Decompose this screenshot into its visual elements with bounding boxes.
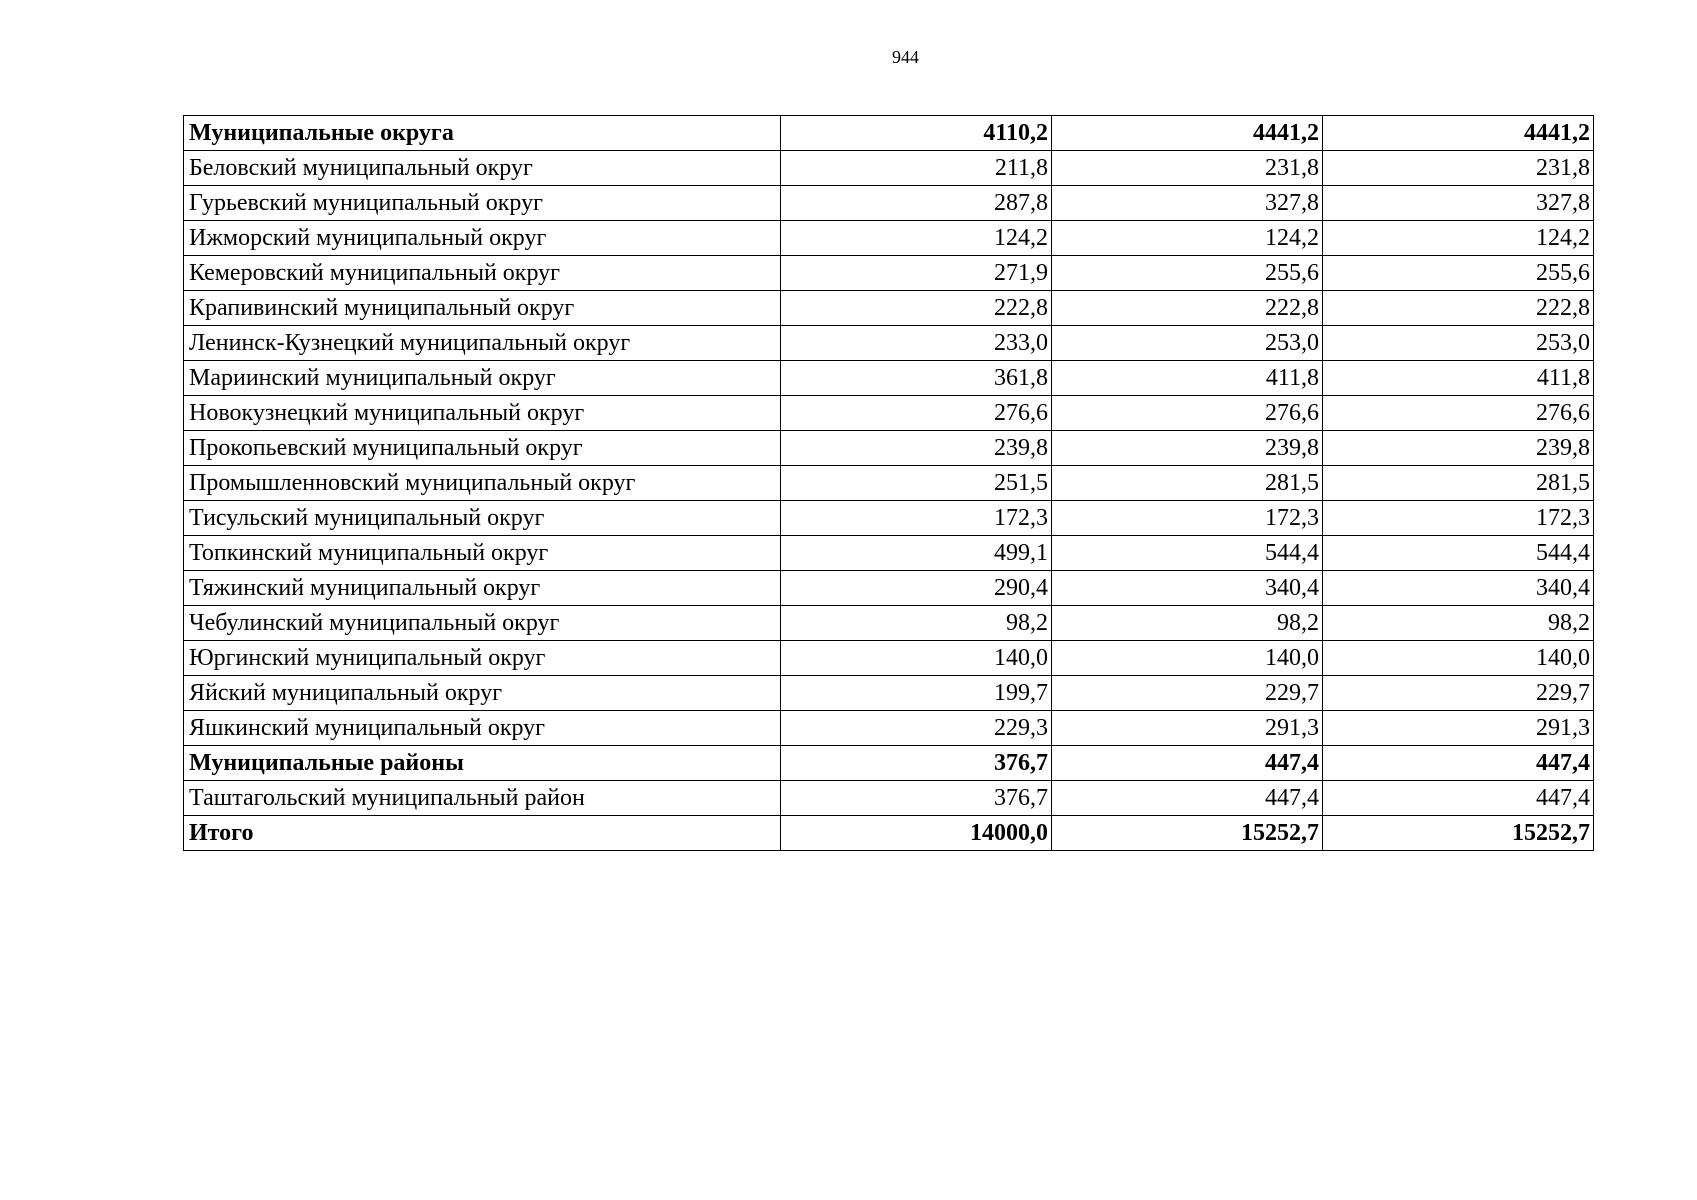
municipality-name: Гурьевский муниципальный округ xyxy=(184,186,781,221)
table-row xyxy=(184,606,1594,641)
value-column-3: 140,0 xyxy=(1323,641,1594,676)
value-column-1: 98,2 xyxy=(781,606,1052,641)
value-column-3: 239,8 xyxy=(1323,431,1594,466)
value-column-3: 281,5 xyxy=(1323,466,1594,501)
municipality-name: Муниципальные районы xyxy=(184,746,781,781)
municipality-name: Тисульский муниципальный округ xyxy=(184,501,781,536)
table-row xyxy=(184,256,1594,291)
table-row xyxy=(184,746,1594,781)
value-column-1: 290,4 xyxy=(781,571,1052,606)
municipality-name: Яйский муниципальный округ xyxy=(184,676,781,711)
value-column-3: 124,2 xyxy=(1323,221,1594,256)
value-column-3: 411,8 xyxy=(1323,361,1594,396)
table-row xyxy=(184,396,1594,431)
value-column-1: 276,6 xyxy=(781,396,1052,431)
value-column-2: 327,8 xyxy=(1052,186,1323,221)
table-row xyxy=(184,116,1594,151)
municipality-name: Прокопьевский муниципальный округ xyxy=(184,431,781,466)
value-column-2: 239,8 xyxy=(1052,431,1323,466)
municipality-name: Мариинский муниципальный округ xyxy=(184,361,781,396)
value-column-1: 124,2 xyxy=(781,221,1052,256)
value-column-3: 172,3 xyxy=(1323,501,1594,536)
table-row xyxy=(184,431,1594,466)
value-column-2: 172,3 xyxy=(1052,501,1323,536)
value-column-2: 447,4 xyxy=(1052,781,1323,816)
table-row xyxy=(184,781,1594,816)
value-column-2: 229,7 xyxy=(1052,676,1323,711)
municipality-name: Крапивинский муниципальный округ xyxy=(184,291,781,326)
value-column-3: 253,0 xyxy=(1323,326,1594,361)
value-column-2: 231,8 xyxy=(1052,151,1323,186)
value-column-3: 447,4 xyxy=(1323,746,1594,781)
value-column-2: 140,0 xyxy=(1052,641,1323,676)
table-row xyxy=(184,816,1594,851)
value-column-2: 222,8 xyxy=(1052,291,1323,326)
value-column-2: 253,0 xyxy=(1052,326,1323,361)
table-row xyxy=(184,571,1594,606)
municipality-name: Ленинск-Кузнецкий муниципальный округ xyxy=(184,326,781,361)
value-column-1: 239,8 xyxy=(781,431,1052,466)
municipality-name: Таштагольский муниципальный район xyxy=(184,781,781,816)
table-row xyxy=(184,711,1594,746)
municipality-name: Топкинский муниципальный округ xyxy=(184,536,781,571)
value-column-2: 340,4 xyxy=(1052,571,1323,606)
value-column-2: 15252,7 xyxy=(1052,816,1323,851)
value-column-2: 4441,2 xyxy=(1052,116,1323,151)
value-column-1: 199,7 xyxy=(781,676,1052,711)
table-row xyxy=(184,151,1594,186)
page-number: 944 xyxy=(892,47,919,67)
municipality-name: Кемеровский муниципальный округ xyxy=(184,256,781,291)
value-column-3: 276,6 xyxy=(1323,396,1594,431)
table-row xyxy=(184,291,1594,326)
municipality-name: Итого xyxy=(184,816,781,851)
value-column-2: 276,6 xyxy=(1052,396,1323,431)
value-column-1: 376,7 xyxy=(781,781,1052,816)
value-column-3: 544,4 xyxy=(1323,536,1594,571)
value-column-1: 4110,2 xyxy=(781,116,1052,151)
value-column-1: 233,0 xyxy=(781,326,1052,361)
value-column-1: 499,1 xyxy=(781,536,1052,571)
value-column-3: 340,4 xyxy=(1323,571,1594,606)
table-row xyxy=(184,641,1594,676)
municipality-name: Новокузнецкий муниципальный округ xyxy=(184,396,781,431)
municipality-name: Чебулинский муниципальный округ xyxy=(184,606,781,641)
table-row xyxy=(184,326,1594,361)
value-column-1: 140,0 xyxy=(781,641,1052,676)
value-column-3: 291,3 xyxy=(1323,711,1594,746)
value-column-1: 287,8 xyxy=(781,186,1052,221)
value-column-3: 327,8 xyxy=(1323,186,1594,221)
municipality-name: Промышленновский муниципальный округ xyxy=(184,466,781,501)
value-column-2: 255,6 xyxy=(1052,256,1323,291)
value-column-1: 361,8 xyxy=(781,361,1052,396)
value-column-1: 211,8 xyxy=(781,151,1052,186)
value-column-3: 98,2 xyxy=(1323,606,1594,641)
table-row xyxy=(184,361,1594,396)
municipality-name: Тяжинский муниципальный округ xyxy=(184,571,781,606)
table-row xyxy=(184,536,1594,571)
municipality-name: Муниципальные округа xyxy=(184,116,781,151)
value-column-2: 291,3 xyxy=(1052,711,1323,746)
value-column-3: 4441,2 xyxy=(1323,116,1594,151)
municipality-name: Беловский муниципальный округ xyxy=(184,151,781,186)
table-body xyxy=(184,116,1594,851)
value-column-1: 172,3 xyxy=(781,501,1052,536)
value-column-3: 231,8 xyxy=(1323,151,1594,186)
municipality-name: Юргинский муниципальный округ xyxy=(184,641,781,676)
table-row xyxy=(184,676,1594,711)
value-column-2: 447,4 xyxy=(1052,746,1323,781)
value-column-3: 229,7 xyxy=(1323,676,1594,711)
value-column-3: 447,4 xyxy=(1323,781,1594,816)
value-column-1: 376,7 xyxy=(781,746,1052,781)
value-column-1: 229,3 xyxy=(781,711,1052,746)
value-column-2: 281,5 xyxy=(1052,466,1323,501)
table-row xyxy=(184,466,1594,501)
value-column-3: 15252,7 xyxy=(1323,816,1594,851)
value-column-2: 98,2 xyxy=(1052,606,1323,641)
table-row xyxy=(184,501,1594,536)
value-column-3: 255,6 xyxy=(1323,256,1594,291)
value-column-3: 222,8 xyxy=(1323,291,1594,326)
municipality-name: Ижморский муниципальный округ xyxy=(184,221,781,256)
value-column-1: 251,5 xyxy=(781,466,1052,501)
value-column-2: 124,2 xyxy=(1052,221,1323,256)
value-column-1: 14000,0 xyxy=(781,816,1052,851)
value-column-2: 544,4 xyxy=(1052,536,1323,571)
value-column-2: 411,8 xyxy=(1052,361,1323,396)
value-column-1: 222,8 xyxy=(781,291,1052,326)
table-row xyxy=(184,186,1594,221)
table-row xyxy=(184,221,1594,256)
municipality-name: Яшкинский муниципальный округ xyxy=(184,711,781,746)
value-column-1: 271,9 xyxy=(781,256,1052,291)
budget-table xyxy=(183,115,1594,851)
